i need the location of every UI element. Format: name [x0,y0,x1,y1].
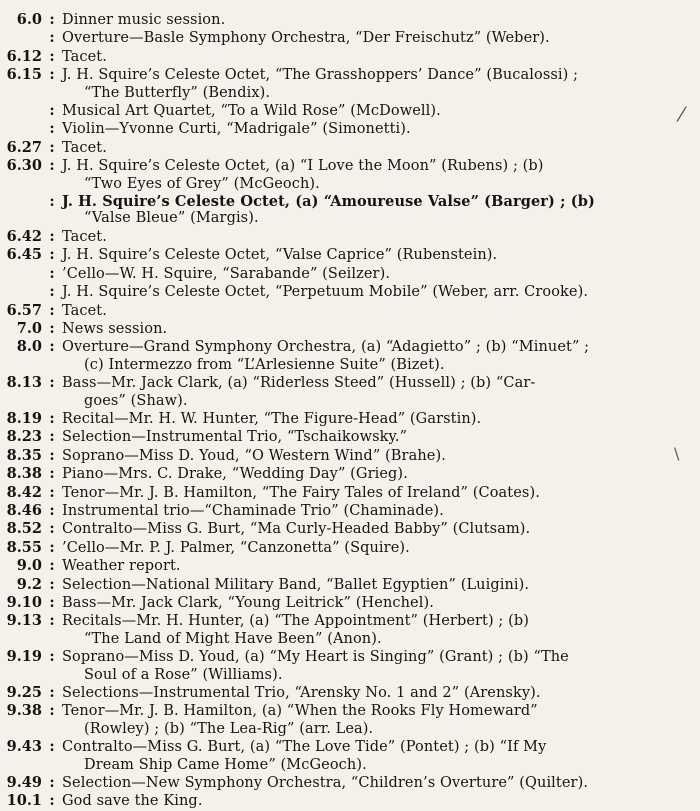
entry-time: 8.52 [6,520,42,538]
entry-line: Soprano—Miss D. Youd, (a) “My Heart is Singing” (Grant) ; (b) “The [62,649,569,666]
schedule-entry [6,246,682,264]
entry-line: Tacet. [62,139,107,156]
schedule-entry [6,157,682,193]
entry-line: ’Cello—W. H. Squire, “Sarabande” (Seilzer). [62,265,391,282]
entry-text [62,429,682,446]
time-separator: : [49,648,55,666]
schedule-entry [6,302,682,320]
entry-text [62,739,682,774]
entry-text [62,67,682,102]
entry-line: Contralto—Miss G. Burt, “Ma Curly-Headed Babby” (Clutsam). [62,521,531,538]
entry-line: Musical Art Quartet, “To a Wild Rose” (McDowell). [62,103,441,120]
entry-text [62,540,682,557]
entry-text [62,595,682,612]
entry-line: J. H. Squire’s Celeste Octet, “Perpetuum Mobile” (Weber, arr. Crooke). [62,284,589,301]
schedule-entry [6,320,682,338]
entry-time: 6.0 [16,11,42,28]
entry-text [62,30,682,47]
time-separator: : [49,138,55,156]
entry-time: 9.38 [6,702,42,720]
time-separator: : [49,465,55,483]
time-separator: : [49,684,55,702]
entry-time: 6.27 [6,138,42,156]
entry-time: 8.23 [6,428,42,446]
entry-time: 6.30 [6,157,42,175]
entry-line: Bass—Mr. Jack Clark, (a) “Riderless Steed” (Hussell) ; (b) “Car- [62,375,536,392]
entry-line: Selection—Instrumental Trio, “Tschaikowsky.” [62,429,408,446]
entry-line: Tenor—Mr. J. B. Hamilton, “The Fairy Tales of Ireland” (Coates). [62,484,540,501]
margin-mark-icon: ⁄ [680,102,684,126]
time-separator: : [49,120,55,138]
entry-time: 6.15 [6,66,42,84]
entry-text [62,266,682,283]
entry-line: “The Land of Might Have Been” (Anon). [84,630,382,647]
time-separator: : [49,338,55,356]
entry-text [62,448,682,465]
entry-line: Recital—Mr. H. W. Hunter, “The Figure-Head” (Garstin). [62,410,482,427]
entry-time: 9.19 [6,648,42,666]
entry-time: 8.55 [6,538,42,556]
entry-line: Instrumental trio—“Chaminade Trio” (Chaminade). [62,502,444,519]
time-separator: : [49,29,55,47]
entry-time: 8.42 [6,483,42,501]
entry-time: 8.19 [6,409,42,427]
entry-text [62,577,682,594]
entry-time: 10.1 [6,792,42,810]
schedule-entry [6,539,682,557]
entry-text [62,613,682,648]
time-separator: : [49,520,55,538]
time-separator: : [49,193,55,211]
entry-text [62,339,682,374]
entry-line: Violin—Yvonne Curti, “Madrigale” (Simonetti). [62,121,411,138]
entry-text [62,321,682,338]
entry-line: Overture—Grand Symphony Orchestra, (a) “Adagietto” ; (b) “Minuet” ; [62,339,590,356]
entry-time: 9.25 [6,684,42,702]
entry-time: 9.43 [6,738,42,756]
entry-time: 9.13 [6,612,42,630]
time-separator: : [49,594,55,611]
entry-time: 6.12 [6,47,42,65]
time-separator: : [49,11,55,28]
time-separator: : [49,446,55,464]
schedule-entry [6,774,682,792]
entry-line: Tenor—Mr. J. B. Hamilton, (a) “When the Rooks Fly Homeward” [62,703,538,720]
time-separator: : [49,792,55,810]
entry-line: Tacet. [62,302,107,319]
time-separator: : [49,702,55,720]
entry-line: Bass—Mr. Jack Clark, “Young Leitrick” (Henchel). [62,595,434,611]
entry-line: God save the King. [62,793,203,810]
schedule-entry [6,594,682,612]
entry-time: 8.35 [6,446,42,464]
entry-text [62,685,682,702]
schedule-entry [6,139,682,157]
schedule-entry [6,338,682,374]
entry-text [62,193,682,228]
entry-line: ’Cello—Mr. P. J. Palmer, “Canzonetta” (Squire). [62,539,410,556]
entry-text [62,140,682,157]
schedule-entry [6,29,682,47]
time-separator: : [49,483,55,501]
entry-text [62,375,682,410]
schedule-entry [6,502,682,520]
entry-line: Dream Ship Came Home” (McGeoch). [84,756,367,773]
schedule-entry [6,576,682,594]
entry-text [62,12,682,29]
entry-time: 8.38 [6,465,42,483]
time-separator: : [49,47,55,65]
time-separator: : [49,102,55,120]
entry-line: (c) Intermezzo from “L’Arlesienne Suite” (Bizet). [84,356,445,373]
margin-tick-icon: \ [674,444,680,463]
entry-text [62,121,682,138]
entry-text [62,411,682,428]
entry-line: News session. [62,320,168,337]
entry-line: J. H. Squire’s Celeste Octet, “Valse Caprice” (Rubenstein). [62,247,498,264]
time-separator: : [49,409,55,427]
entry-line: Selection—New Symphony Orchestra, “Children’s Overture” (Quilter). [62,775,589,792]
entry-text [62,793,682,810]
time-separator: : [49,283,55,301]
entry-time: 8.13 [6,374,42,392]
entry-line: J. H. Squire’s Celeste Octet, “The Grasshoppers’ Dance” (Bucalossi) ; [62,67,579,84]
entry-line: Contralto—Miss G. Burt, (a) “The Love Tide” (Pontet) ; (b) “If My [62,739,547,756]
schedule-entry [6,792,682,810]
entry-time: 9.0 [16,557,42,575]
time-separator: : [49,557,55,575]
schedule-entry [6,283,682,301]
time-separator: : [49,774,55,792]
entry-line: goes” (Shaw). [84,392,188,409]
time-separator: : [49,319,55,337]
entry-line: J. H. Squire’s Celeste Octet, (a) “I Love the Moon” (Rubens) ; (b) [62,158,544,175]
entry-line: Soprano—Miss D. Youd, “O Western Wind” (Brahe). [62,447,446,464]
entry-time: 6.42 [6,227,42,245]
entry-line: Overture—Basle Symphony Orchestra, “Der Freischutz” (Weber). [62,30,550,47]
entry-text [62,247,682,264]
time-separator: : [49,264,55,282]
entry-text [62,485,682,502]
schedule-entry [6,738,682,774]
entry-text [62,303,682,320]
schedule-entry [6,648,682,684]
entry-time: 9.10 [6,594,42,611]
entry-time: 9.2 [16,575,42,593]
entry-line: Dinner music session. [62,12,226,28]
time-separator: : [49,738,55,756]
entry-line: Selections—Instrumental Trio, “Arensky No. 1 and 2” (Arensky). [62,685,541,702]
schedule-entry [6,557,682,575]
schedule-entry [6,428,682,446]
entry-line: Recitals—Mr. H. Hunter, (a) “The Appointment” (Herbert) ; (b) [62,613,530,630]
schedule-entry [6,11,682,29]
schedule-entry [6,465,682,483]
entry-text [62,503,682,520]
time-separator: : [49,428,55,446]
entry-line: J. H. Squire’s Celeste Octet, (a) “Amoureuse Valse” (Barger) ; (b) [62,193,595,211]
schedule-entry [6,374,682,410]
entry-time: 8.46 [6,501,42,519]
entry-line: Weather report. [62,558,181,575]
entry-line: (Rowley) ; (b) “The Lea-Rig” (arr. Lea). [84,720,374,737]
entry-text [62,284,682,301]
schedule-entry [6,265,682,283]
schedule-entry [6,684,682,702]
schedule-entry [6,612,682,648]
schedule-entry [6,66,682,102]
entry-text [62,558,682,575]
entry-line: “Two Eyes of Grey” (McGeoch). [84,175,320,192]
schedule-entry [6,410,682,428]
entry-text [62,775,682,792]
entry-text [62,521,682,538]
entry-text [62,158,682,193]
schedule-entry [6,520,682,538]
time-separator: : [49,501,55,519]
time-separator: : [49,374,55,392]
time-separator: : [49,612,55,630]
entry-text [62,49,682,66]
time-separator: : [49,246,55,264]
entry-line: Soul of a Rose” (Williams). [84,666,283,683]
schedule-entry [6,102,682,120]
time-separator: : [49,538,55,556]
entry-time: 6.45 [6,246,42,264]
entry-text [62,229,682,246]
entry-time: 7.0 [16,319,42,337]
entry-line: Piano—Mrs. C. Drake, “Wedding Day” (Grieg). [62,466,408,483]
entry-line: “The Butterfly” (Bendix). [84,84,271,101]
entry-line: “Valse Bleue” (Margis). [84,210,259,227]
time-separator: : [49,575,55,593]
entry-time: 8.0 [16,338,42,356]
time-separator: : [49,301,55,319]
entry-line: Tacet. [62,48,107,65]
entry-text [62,103,682,120]
entry-line: Tacet. [62,228,107,245]
time-separator: : [49,66,55,84]
schedule-entry [6,484,682,502]
entry-text [62,649,682,684]
schedule-entry [6,702,682,738]
schedule-entry [6,447,682,465]
schedule-entry [6,48,682,66]
schedule-entry [6,193,682,228]
entry-text [62,703,682,738]
entry-time: 9.49 [6,774,42,792]
time-separator: : [49,227,55,245]
entry-line: Selection—National Military Band, “Ballet Egyptien” (Luigini). [62,576,530,593]
schedule-entry [6,228,682,246]
entry-text [62,466,682,483]
time-separator: : [49,157,55,175]
schedule-entry [6,120,682,138]
entry-time: 6.57 [6,301,42,319]
schedule-list [6,11,682,811]
